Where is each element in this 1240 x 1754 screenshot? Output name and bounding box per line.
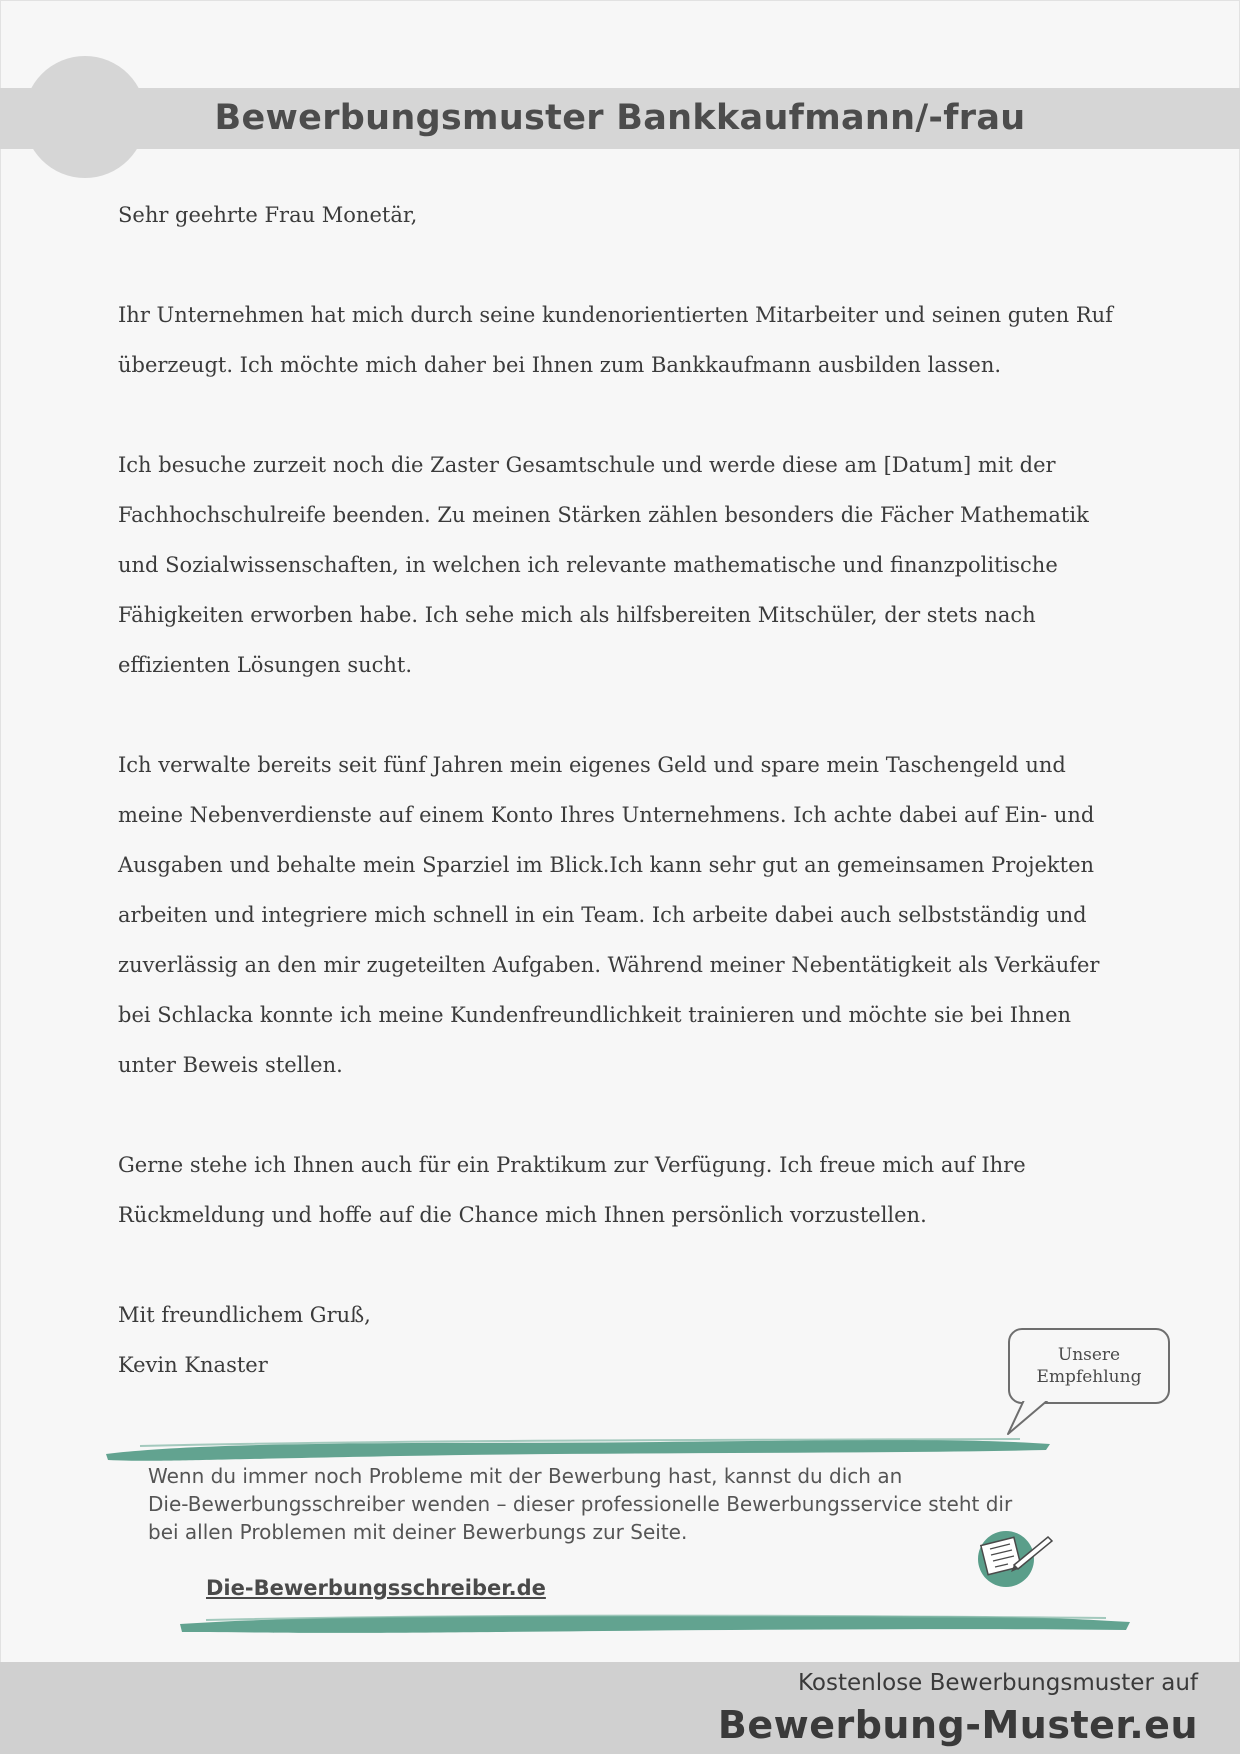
promo-text (148, 1462, 1108, 1546)
text-line: Ihr Unternehmen hat mich durch seine kundenorientierten Mitarbeiter und seinen guten Ruf (118, 303, 1113, 327)
text-line: Rückmeldung und hoffe auf die Chance mich Ihnen persönlich vorzustellen. (118, 1203, 927, 1227)
text-line: zuverlässig an den mir zugeteilten Aufgaben. Während meiner Nebentätigkeit als Verkäufer (118, 953, 1100, 977)
footer-brand: Bewerbung-Muster.eu (717, 1703, 1198, 1747)
brush-stroke-top (100, 1430, 1060, 1464)
paragraph-2 (118, 440, 1128, 690)
promo-line: bei allen Problemen mit deiner Bewerbungs zur Seite. (148, 1520, 688, 1544)
text-line: Fähigkeiten erworben habe. Ich sehe mich als hilfsbereiten Mitschüler, der stets nach (118, 603, 1036, 627)
bubble-line-1: Unsere (1057, 1345, 1121, 1365)
recommendation-bubble (1008, 1328, 1170, 1404)
text-line: überzeugt. Ich möchte mich daher bei Ihnen zum Bankkaufmann ausbilden lassen. (118, 353, 1002, 377)
paragraph-4 (118, 1140, 1128, 1240)
text-line: und Sozialwissenschaften, in welchen ich relevante mathematische und finanzpolitische (118, 553, 1058, 577)
closing: Mit freundlichem Gruß, (118, 1303, 371, 1327)
page-title: Bewerbungsmuster Bankkaufmann/-frau (214, 98, 1026, 138)
promo-line: Wenn du immer noch Probleme mit der Bewerbung hast, kannst du dich an (148, 1464, 903, 1488)
text-line: meine Nebenverdienste auf einem Konto Ihres Unternehmens. Ich achte dabei auf Ein- und (118, 803, 1095, 827)
text-line: Fachhochschulreife beenden. Zu meinen Stärken zählen besonders die Fächer Mathematik (118, 503, 1089, 527)
bewerbungsschreiber-link[interactable]: Die-Bewerbungsschreiber.de (206, 1576, 546, 1600)
brush-stroke-bottom (176, 1606, 1136, 1636)
text-line: bei Schlacka konnte ich meine Kundenfreundlichkeit trainieren und möchte sie bei Ihnen (118, 1003, 1072, 1027)
salutation: Sehr geehrte Frau Monetär, (118, 203, 418, 227)
footer-tagline: Kostenlose Bewerbungsmuster auf (798, 1670, 1198, 1696)
text-line: Ich verwalte bereits seit fünf Jahren mein eigenes Geld und spare mein Taschengeld und (118, 753, 1066, 777)
text-line: Ausgaben und behalte mein Sparziel im Blick.Ich kann sehr gut an gemeinsamen Projekten (118, 853, 1095, 877)
text-line: unter Beweis stellen. (118, 1053, 343, 1077)
paragraph-3 (118, 740, 1128, 1090)
bubble-line-2: Empfehlung (1036, 1367, 1142, 1387)
pen-paper-icon (974, 1527, 1054, 1587)
text-line: Gerne stehe ich Ihnen auch für ein Praktikum zur Verfügung. Ich freue mich auf Ihre (118, 1153, 1026, 1177)
text-line: effizienten Lösungen sucht. (118, 653, 413, 677)
promo-line: Die-Bewerbungsschreiber wenden – dieser professionelle Bewerbungsservice steht dir (148, 1492, 1013, 1516)
text-line: arbeiten und integriere mich schnell in ein Team. Ich arbeite dabei auch selbstständig und (118, 903, 1087, 927)
signature: Kevin Knaster (118, 1353, 268, 1377)
letter-body (118, 190, 1128, 1390)
paragraph-1 (118, 290, 1128, 390)
text-line: Ich besuche zurzeit noch die Zaster Gesamtschule und werde diese am [Datum] mit der (118, 453, 1056, 477)
